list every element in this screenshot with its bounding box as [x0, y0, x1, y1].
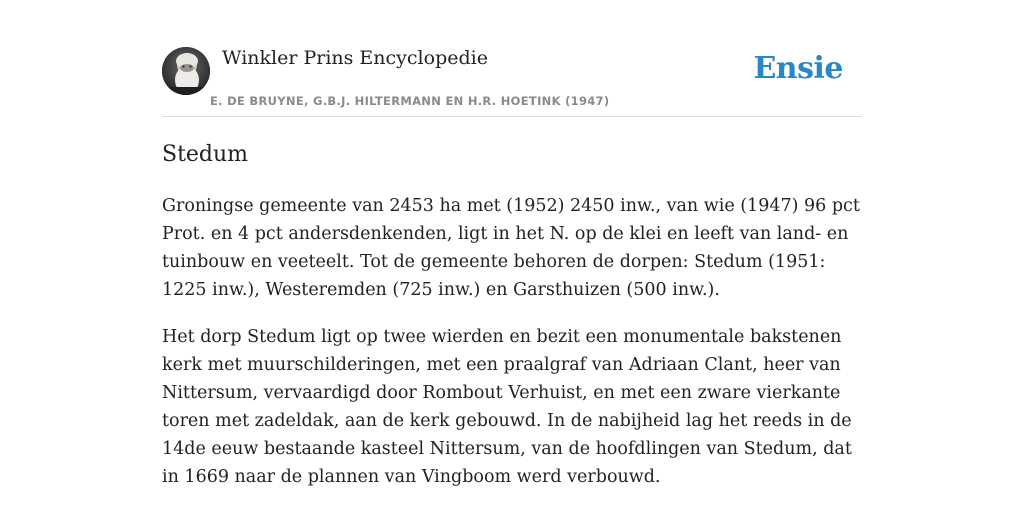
article-body	[162, 192, 862, 510]
header	[162, 0, 862, 117]
portrait-image	[162, 47, 210, 95]
article-paragraph: Groningse gemeente van 2453 ha met (1952) 2450 inw., van wie (1947) 96 pct Prot. en 4 pct andersdenkenden, ligt in het N. op de klei en leeft van land- en tuinbouw en veeteelt. Tot de gemeente behoren de dorpen: Stedum (1951: 1225 inw.), Westeremden (725 inw.) en Garsthuizen (500 inw.).	[162, 196, 860, 300]
authors-line: E. DE BRUYNE, G.B.J. HILTERMANN EN H.R. HOETINK (1947)	[210, 94, 610, 108]
encyclopedia-title[interactable]: Winkler Prins Encyclopedie	[222, 47, 488, 69]
article-paragraph: Het dorp Stedum ligt op twee wierden en bezit een monumentale bakstenen kerk met muurschilderingen, met een praalgraf van Adriaan Clant, heer van Nittersum, vervaardigd door Rombout Verhuist, en met een zware vierkante toren met zadeldak, aan de kerk gebouwd. In de nabijheid lag het reeds in de 14de eeuw bestaande kasteel Nittersum, van de hoofdlingen van Stedum, dat in 1669 naar de plannen van Vingboom werd verbouwd.	[162, 327, 852, 487]
ensie-logo[interactable]: Ensie	[753, 51, 843, 86]
author-portrait-avatar	[162, 47, 210, 95]
article-title: Stedum	[162, 142, 249, 167]
article-card	[162, 0, 862, 487]
